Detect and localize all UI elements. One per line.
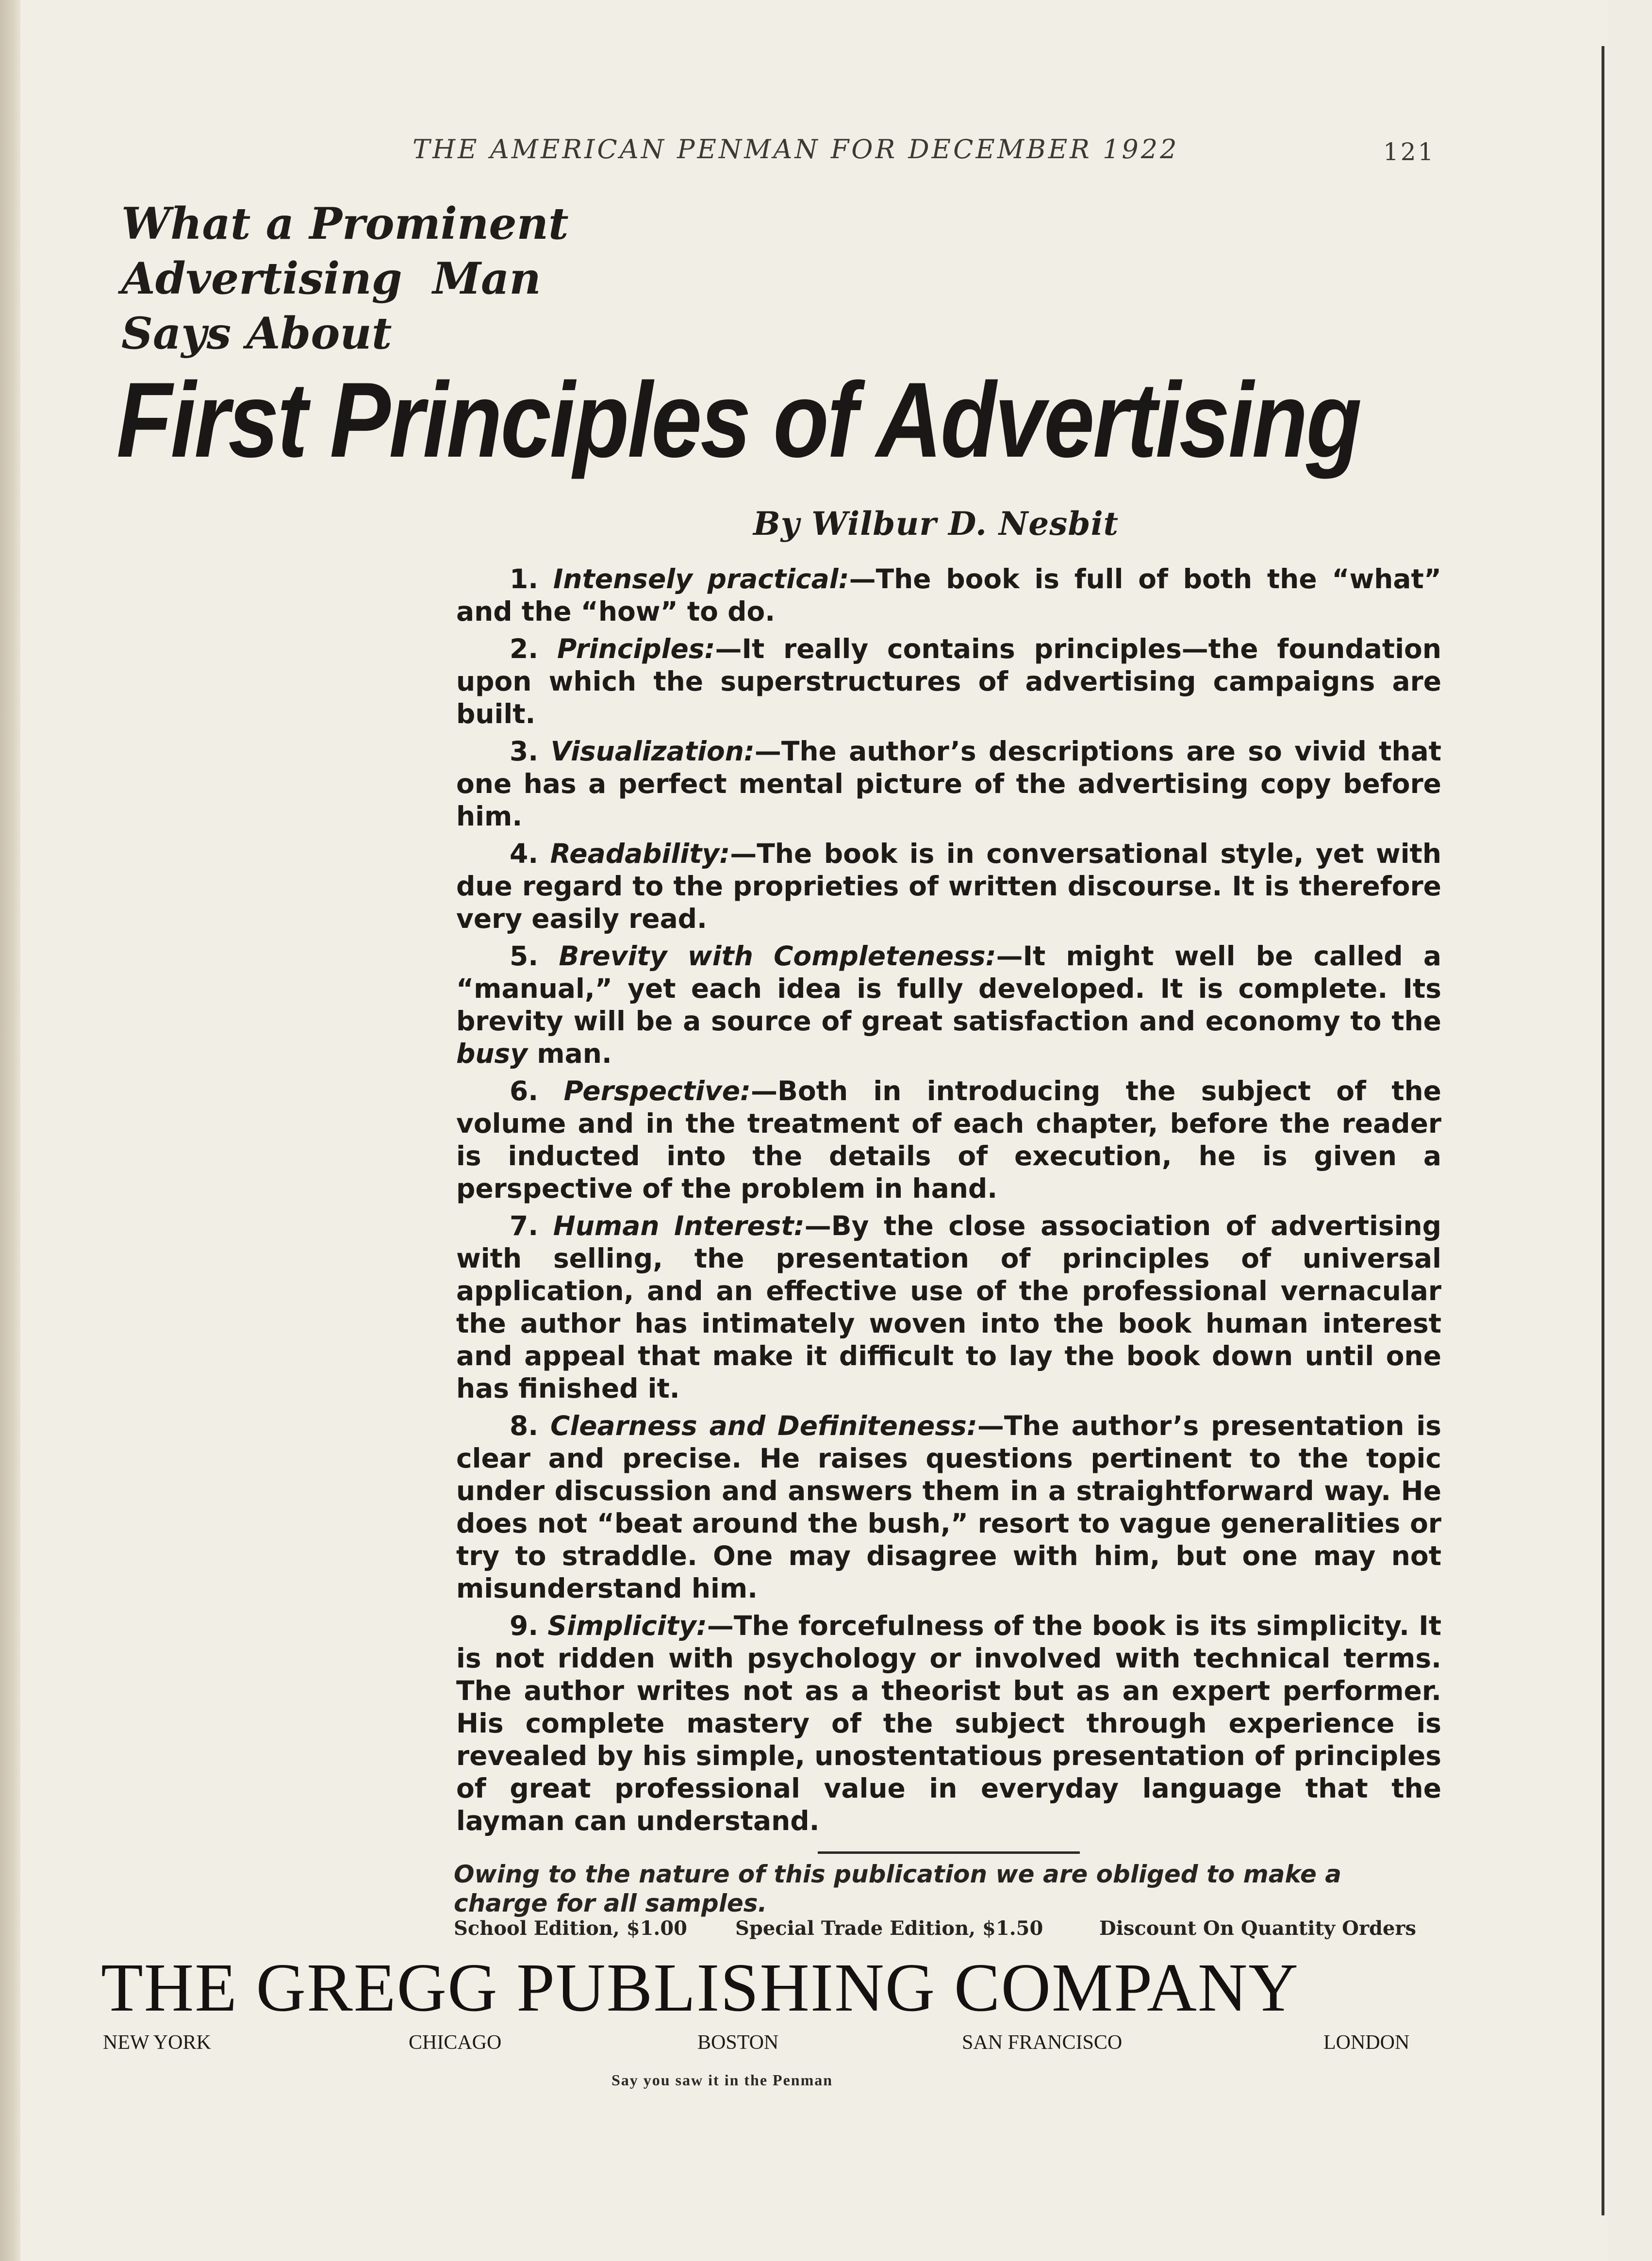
quantity-discount: Discount On Quantity Orders bbox=[1099, 1917, 1417, 1940]
point-heading: Readability: bbox=[550, 838, 730, 869]
point-heading: Human Interest: bbox=[553, 1210, 805, 1241]
city: LONDON bbox=[1323, 2031, 1410, 2054]
city: NEW YORK bbox=[103, 2031, 211, 2054]
point-text: —Both in introducing the subject of the volume and in the treatment of each chapter, before the reader is inducted into the details of execution, he is given a perspective of the problem in hand. bbox=[456, 1075, 1441, 1204]
point-text: —The author’s descriptions are so vivid that one has a perfect mental picture of the advertising copy before him. bbox=[456, 736, 1441, 832]
point-5 bbox=[456, 940, 1441, 1070]
emphasis-word: busy bbox=[456, 1038, 528, 1069]
main-title: First Principles of Advertising bbox=[116, 360, 1360, 479]
point-number: 7. bbox=[510, 1210, 539, 1241]
point-text: —It really contains principles—the foundation upon which the superstructures of advertising campaigns are built. bbox=[456, 633, 1442, 729]
point-1 bbox=[456, 563, 1441, 628]
kicker-line: Advertising Man bbox=[121, 253, 541, 304]
point-number: 5. bbox=[510, 941, 539, 972]
point-number: 8. bbox=[510, 1410, 539, 1441]
school-edition-price: School Edition, $1.00 bbox=[454, 1917, 687, 1940]
special-edition-price: Special Trade Edition, $1.50 bbox=[735, 1917, 1043, 1940]
footer-note: Say you saw it in the Penman bbox=[611, 2071, 833, 2089]
point-3 bbox=[456, 735, 1441, 833]
point-heading: Brevity with Completeness: bbox=[559, 941, 996, 972]
point-2 bbox=[456, 633, 1441, 730]
city: CHICAGO bbox=[409, 2031, 502, 2054]
point-text: —The author’s presentation is clear and precise. He raises questions pertinent to the topic under discussion and answers them in a straightforward way. He does not “beat around the bush,” resort to vague generalities or try to straddle. One may disagree with him, but one may not misunderstand him. bbox=[456, 1410, 1442, 1604]
point-number: 4. bbox=[510, 838, 539, 869]
page-header bbox=[413, 134, 1635, 178]
point-7 bbox=[456, 1210, 1441, 1405]
byline: By Wilbur D. Nesbit bbox=[753, 505, 1119, 543]
article-body bbox=[456, 563, 1441, 1842]
point-heading: Intensely practical: bbox=[553, 563, 849, 594]
sample-charge-notice: Owing to the nature of this publication we are obliged to make a charge for all samples. bbox=[454, 1860, 1342, 1917]
point-text: —The book is full of both the “what” and the “how” to do. bbox=[456, 563, 1441, 627]
kicker-line: What a Prominent bbox=[121, 198, 569, 249]
publisher-name: THE GREGG PUBLISHING COMPANY bbox=[101, 1949, 1299, 2026]
point-heading: Principles: bbox=[557, 633, 715, 664]
page-edge bbox=[1602, 46, 1604, 2215]
point-heading: Simplicity: bbox=[547, 1610, 707, 1641]
city: SAN FRANCISCO bbox=[962, 2031, 1123, 2054]
city: BOSTON bbox=[697, 2031, 779, 2054]
point-8 bbox=[456, 1410, 1441, 1605]
point-number: 9. bbox=[510, 1610, 539, 1641]
point-text: —The forcefulness of the book is its simplicity. It is not ridden with psychology or involved with technical terms. The author writes not as a theorist but as an expert performer. His complete mastery of the subject through experience is revealed by his simple, unostentatious presentation of principles of great professional value in everyday language that the layman can understand. bbox=[456, 1610, 1441, 1836]
point-text: —By the close association of advertising with selling, the presentation of principles of universal application, and an effective use of the professional vernacular the author has intimately woven into the book human interest and appeal that make it difficult to lay the book down until one has finished it. bbox=[456, 1210, 1441, 1404]
point-text-tail: man. bbox=[537, 1038, 612, 1069]
point-text: —It might well be called a “manual,” yet each idea is fully developed. It is complete. Its brevity will be a source of great satisfaction and economy to the bbox=[456, 941, 1441, 1037]
kicker-line: Says About bbox=[121, 308, 392, 359]
point-number: 3. bbox=[510, 736, 539, 767]
point-4 bbox=[456, 838, 1441, 935]
divider-rule bbox=[818, 1851, 1080, 1854]
page-number: 121 bbox=[1383, 138, 1436, 166]
point-number: 6. bbox=[510, 1075, 539, 1106]
running-head: THE AMERICAN PENMAN FOR DECEMBER 1922 bbox=[413, 134, 1179, 165]
point-number: 2. bbox=[510, 633, 539, 664]
point-heading: Perspective: bbox=[563, 1075, 751, 1106]
point-heading: Visualization: bbox=[550, 736, 755, 767]
kicker-heading bbox=[121, 197, 569, 361]
point-9 bbox=[456, 1610, 1441, 1837]
point-text: —The book is in conversational style, yet with due regard to the proprieties of written discourse. It is therefore very easily read. bbox=[456, 838, 1441, 934]
point-6 bbox=[456, 1075, 1441, 1205]
publisher-cities bbox=[103, 2031, 1442, 2055]
point-heading: Clearness and Definiteness: bbox=[550, 1410, 977, 1441]
page-binding bbox=[0, 0, 20, 2261]
point-number: 1. bbox=[510, 563, 539, 594]
